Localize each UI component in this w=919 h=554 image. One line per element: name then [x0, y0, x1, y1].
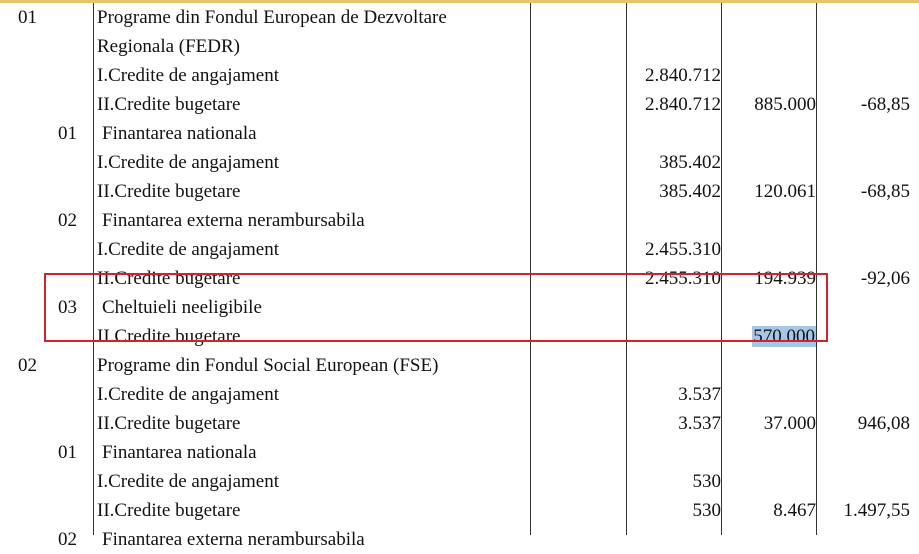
row-value-2-text: 8.467 — [773, 500, 816, 521]
row-code-level1 — [18, 293, 58, 322]
row-code-level2 — [58, 177, 94, 206]
row-value-3 — [817, 525, 910, 554]
row-code-level1 — [18, 409, 58, 438]
row-description: I.Credite de angajament — [97, 239, 280, 260]
row-code-level1 — [18, 264, 58, 293]
row-code-level2: 01 — [58, 123, 77, 144]
row-code-level1 — [18, 206, 58, 235]
row-code-level1 — [18, 380, 58, 409]
row-code-level2 — [58, 148, 94, 177]
row-value-2-text: 120.061 — [754, 181, 816, 202]
row-value-3 — [817, 32, 910, 61]
table-row — [0, 293, 919, 322]
table-row — [0, 90, 919, 119]
row-value-1 — [628, 525, 721, 554]
row-code-level1 — [18, 177, 58, 206]
row-value-1 — [628, 119, 721, 148]
row-code-level2 — [58, 3, 94, 32]
row-code-level2 — [58, 264, 94, 293]
row-description: I.Credite de angajament — [97, 384, 280, 405]
row-description: Cheltuieli neeligibile — [102, 297, 262, 318]
table-row — [0, 3, 919, 32]
row-value-3 — [817, 148, 910, 177]
row-description: Finantarea externa nerambursabila — [102, 529, 365, 550]
row-code-level2 — [58, 467, 94, 496]
table-row — [0, 525, 919, 554]
row-value-3 — [817, 206, 910, 235]
row-value-1: 385.402 — [659, 152, 721, 173]
row-code-level2: 01 — [58, 442, 77, 463]
row-value-1 — [628, 322, 721, 351]
row-code-level1 — [18, 235, 58, 264]
row-value-1: 3.537 — [678, 413, 721, 434]
table-row — [0, 438, 919, 467]
row-value-2 — [722, 525, 816, 554]
row-value-2 — [722, 3, 816, 32]
row-code-level2: 02 — [58, 529, 77, 550]
row-description: Programe din Fondul Social European (FSE) — [97, 355, 439, 376]
row-description: I.Credite de angajament — [97, 471, 280, 492]
table-row — [0, 32, 919, 61]
row-code-level2 — [58, 496, 94, 525]
table-row — [0, 351, 919, 380]
row-value-3 — [817, 438, 910, 467]
row-code-level2: 03 — [58, 297, 77, 318]
row-code-level1 — [18, 322, 58, 351]
row-value-1 — [628, 351, 721, 380]
row-value-1: 530 — [692, 471, 721, 492]
table-row — [0, 148, 919, 177]
row-value-1: 3.537 — [678, 384, 721, 405]
row-value-1: 2.840.712 — [645, 94, 721, 115]
row-description: II.Credite bugetare — [97, 181, 241, 202]
row-value-2 — [722, 351, 816, 380]
row-value-3: -68,85 — [860, 181, 910, 202]
row-value-2 — [722, 177, 816, 206]
row-value-1: 530 — [692, 500, 721, 521]
row-value-2 — [722, 32, 816, 61]
row-description: Programe din Fondul European de Dezvoltare — [97, 7, 447, 28]
table-row — [0, 380, 919, 409]
row-code-level2 — [58, 351, 94, 380]
row-value-3 — [817, 380, 910, 409]
row-description: Finantarea nationala — [102, 123, 257, 144]
row-value-1: 2.455.310 — [645, 268, 721, 289]
row-value-1: 2.455.310 — [645, 239, 721, 260]
row-value-3 — [817, 467, 910, 496]
row-code-level1 — [18, 525, 58, 554]
row-description: Finantarea nationala — [102, 442, 257, 463]
row-value-2 — [722, 90, 816, 119]
row-description: II.Credite bugetare — [97, 326, 241, 347]
row-code-level1 — [18, 438, 58, 467]
row-value-3: -92,06 — [860, 268, 910, 289]
row-code-level1 — [18, 148, 58, 177]
row-value-1 — [628, 3, 721, 32]
row-code-level1 — [18, 32, 58, 61]
row-value-2 — [722, 438, 816, 467]
row-value-2 — [722, 322, 816, 351]
table-row — [0, 409, 919, 438]
table-row — [0, 496, 919, 525]
row-value-3 — [817, 322, 910, 351]
row-description: II.Credite bugetare — [97, 268, 241, 289]
row-value-3 — [817, 293, 910, 322]
row-code-level1 — [18, 90, 58, 119]
row-value-2-text: 37.000 — [763, 413, 816, 434]
row-value-3 — [817, 119, 910, 148]
row-code-level1 — [18, 467, 58, 496]
row-description: Finantarea externa nerambursabila — [102, 210, 365, 231]
table-row — [0, 61, 919, 90]
row-value-2 — [722, 496, 816, 525]
row-description: II.Credite bugetare — [97, 500, 241, 521]
selected-value: 570.000 — [753, 326, 815, 347]
row-value-1 — [628, 32, 721, 61]
row-value-2 — [722, 293, 816, 322]
row-code-level1 — [18, 61, 58, 90]
row-code-level2 — [58, 322, 94, 351]
table-row — [0, 235, 919, 264]
table-row — [0, 206, 919, 235]
row-code-level2 — [58, 380, 94, 409]
row-code-level2: 02 — [58, 210, 77, 231]
row-value-2 — [722, 467, 816, 496]
table-row — [0, 322, 919, 351]
row-value-3: -68,85 — [860, 94, 910, 115]
row-value-2 — [722, 119, 816, 148]
row-value-2 — [722, 148, 816, 177]
row-code-level2 — [58, 90, 94, 119]
row-code-level2 — [58, 409, 94, 438]
row-value-2-text: 194.939 — [754, 268, 816, 289]
row-description: II.Credite bugetare — [97, 94, 241, 115]
row-value-2 — [722, 409, 816, 438]
table-row — [0, 467, 919, 496]
row-value-1: 385.402 — [659, 181, 721, 202]
table-row — [0, 177, 919, 206]
row-value-3 — [817, 351, 910, 380]
row-value-3 — [817, 3, 910, 32]
row-code-level2 — [58, 235, 94, 264]
row-value-3 — [817, 235, 910, 264]
row-value-1 — [628, 206, 721, 235]
row-description: Regionala (FEDR) — [97, 36, 241, 57]
table-row — [0, 264, 919, 293]
row-value-2 — [722, 380, 816, 409]
row-code-level1: 02 — [18, 355, 37, 376]
row-value-3: 1.497,55 — [843, 500, 910, 521]
row-value-2 — [722, 61, 816, 90]
row-value-1 — [628, 293, 721, 322]
row-code-level1 — [18, 119, 58, 148]
row-value-1: 2.840.712 — [645, 65, 721, 86]
row-value-1 — [628, 438, 721, 467]
table-row — [0, 119, 919, 148]
row-value-2 — [722, 206, 816, 235]
row-value-2 — [722, 235, 816, 264]
row-value-2-text: 885.000 — [754, 94, 816, 115]
row-code-level1 — [18, 496, 58, 525]
row-code-level1: 01 — [18, 7, 37, 28]
row-description: I.Credite de angajament — [97, 65, 280, 86]
row-value-2 — [722, 264, 816, 293]
row-value-3 — [817, 61, 910, 90]
row-code-level2 — [58, 61, 94, 90]
row-code-level2 — [58, 32, 94, 61]
row-description: I.Credite de angajament — [97, 152, 280, 173]
row-description: II.Credite bugetare — [97, 413, 241, 434]
row-value-3: 946,08 — [857, 413, 910, 434]
